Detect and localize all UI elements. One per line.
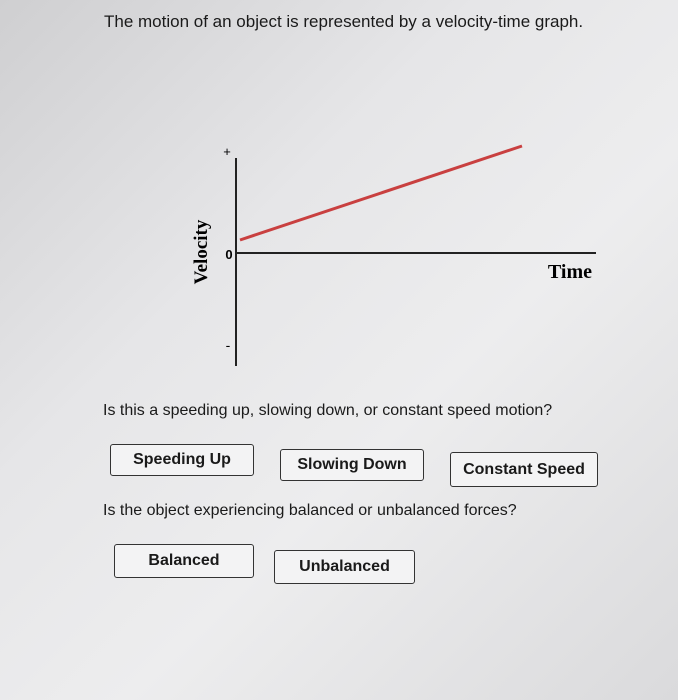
slowing-down-button[interactable]: Slowing Down <box>280 449 424 481</box>
velocity-series-line <box>240 146 522 240</box>
question-forces-text: Is the object experiencing balanced or unbalanced forces? <box>103 502 517 519</box>
speeding-up-button[interactable]: Speeding Up <box>110 444 254 476</box>
y-axis-label: Velocity <box>191 219 212 285</box>
y-tick-minus: - <box>225 337 231 353</box>
constant-speed-button[interactable]: Constant Speed <box>450 452 598 487</box>
question-title: The motion of an object is represented by a velocity-time graph. <box>104 12 584 31</box>
x-axis-label: Time <box>547 261 592 283</box>
question-speed-text: Is this a speeding up, slowing down, or constant speed motion? <box>103 402 553 419</box>
balanced-button[interactable]: Balanced <box>114 544 254 578</box>
y-tick-zero: 0 <box>225 247 233 262</box>
y-tick-plus: + <box>223 144 231 159</box>
unbalanced-button[interactable]: Unbalanced <box>274 550 415 584</box>
